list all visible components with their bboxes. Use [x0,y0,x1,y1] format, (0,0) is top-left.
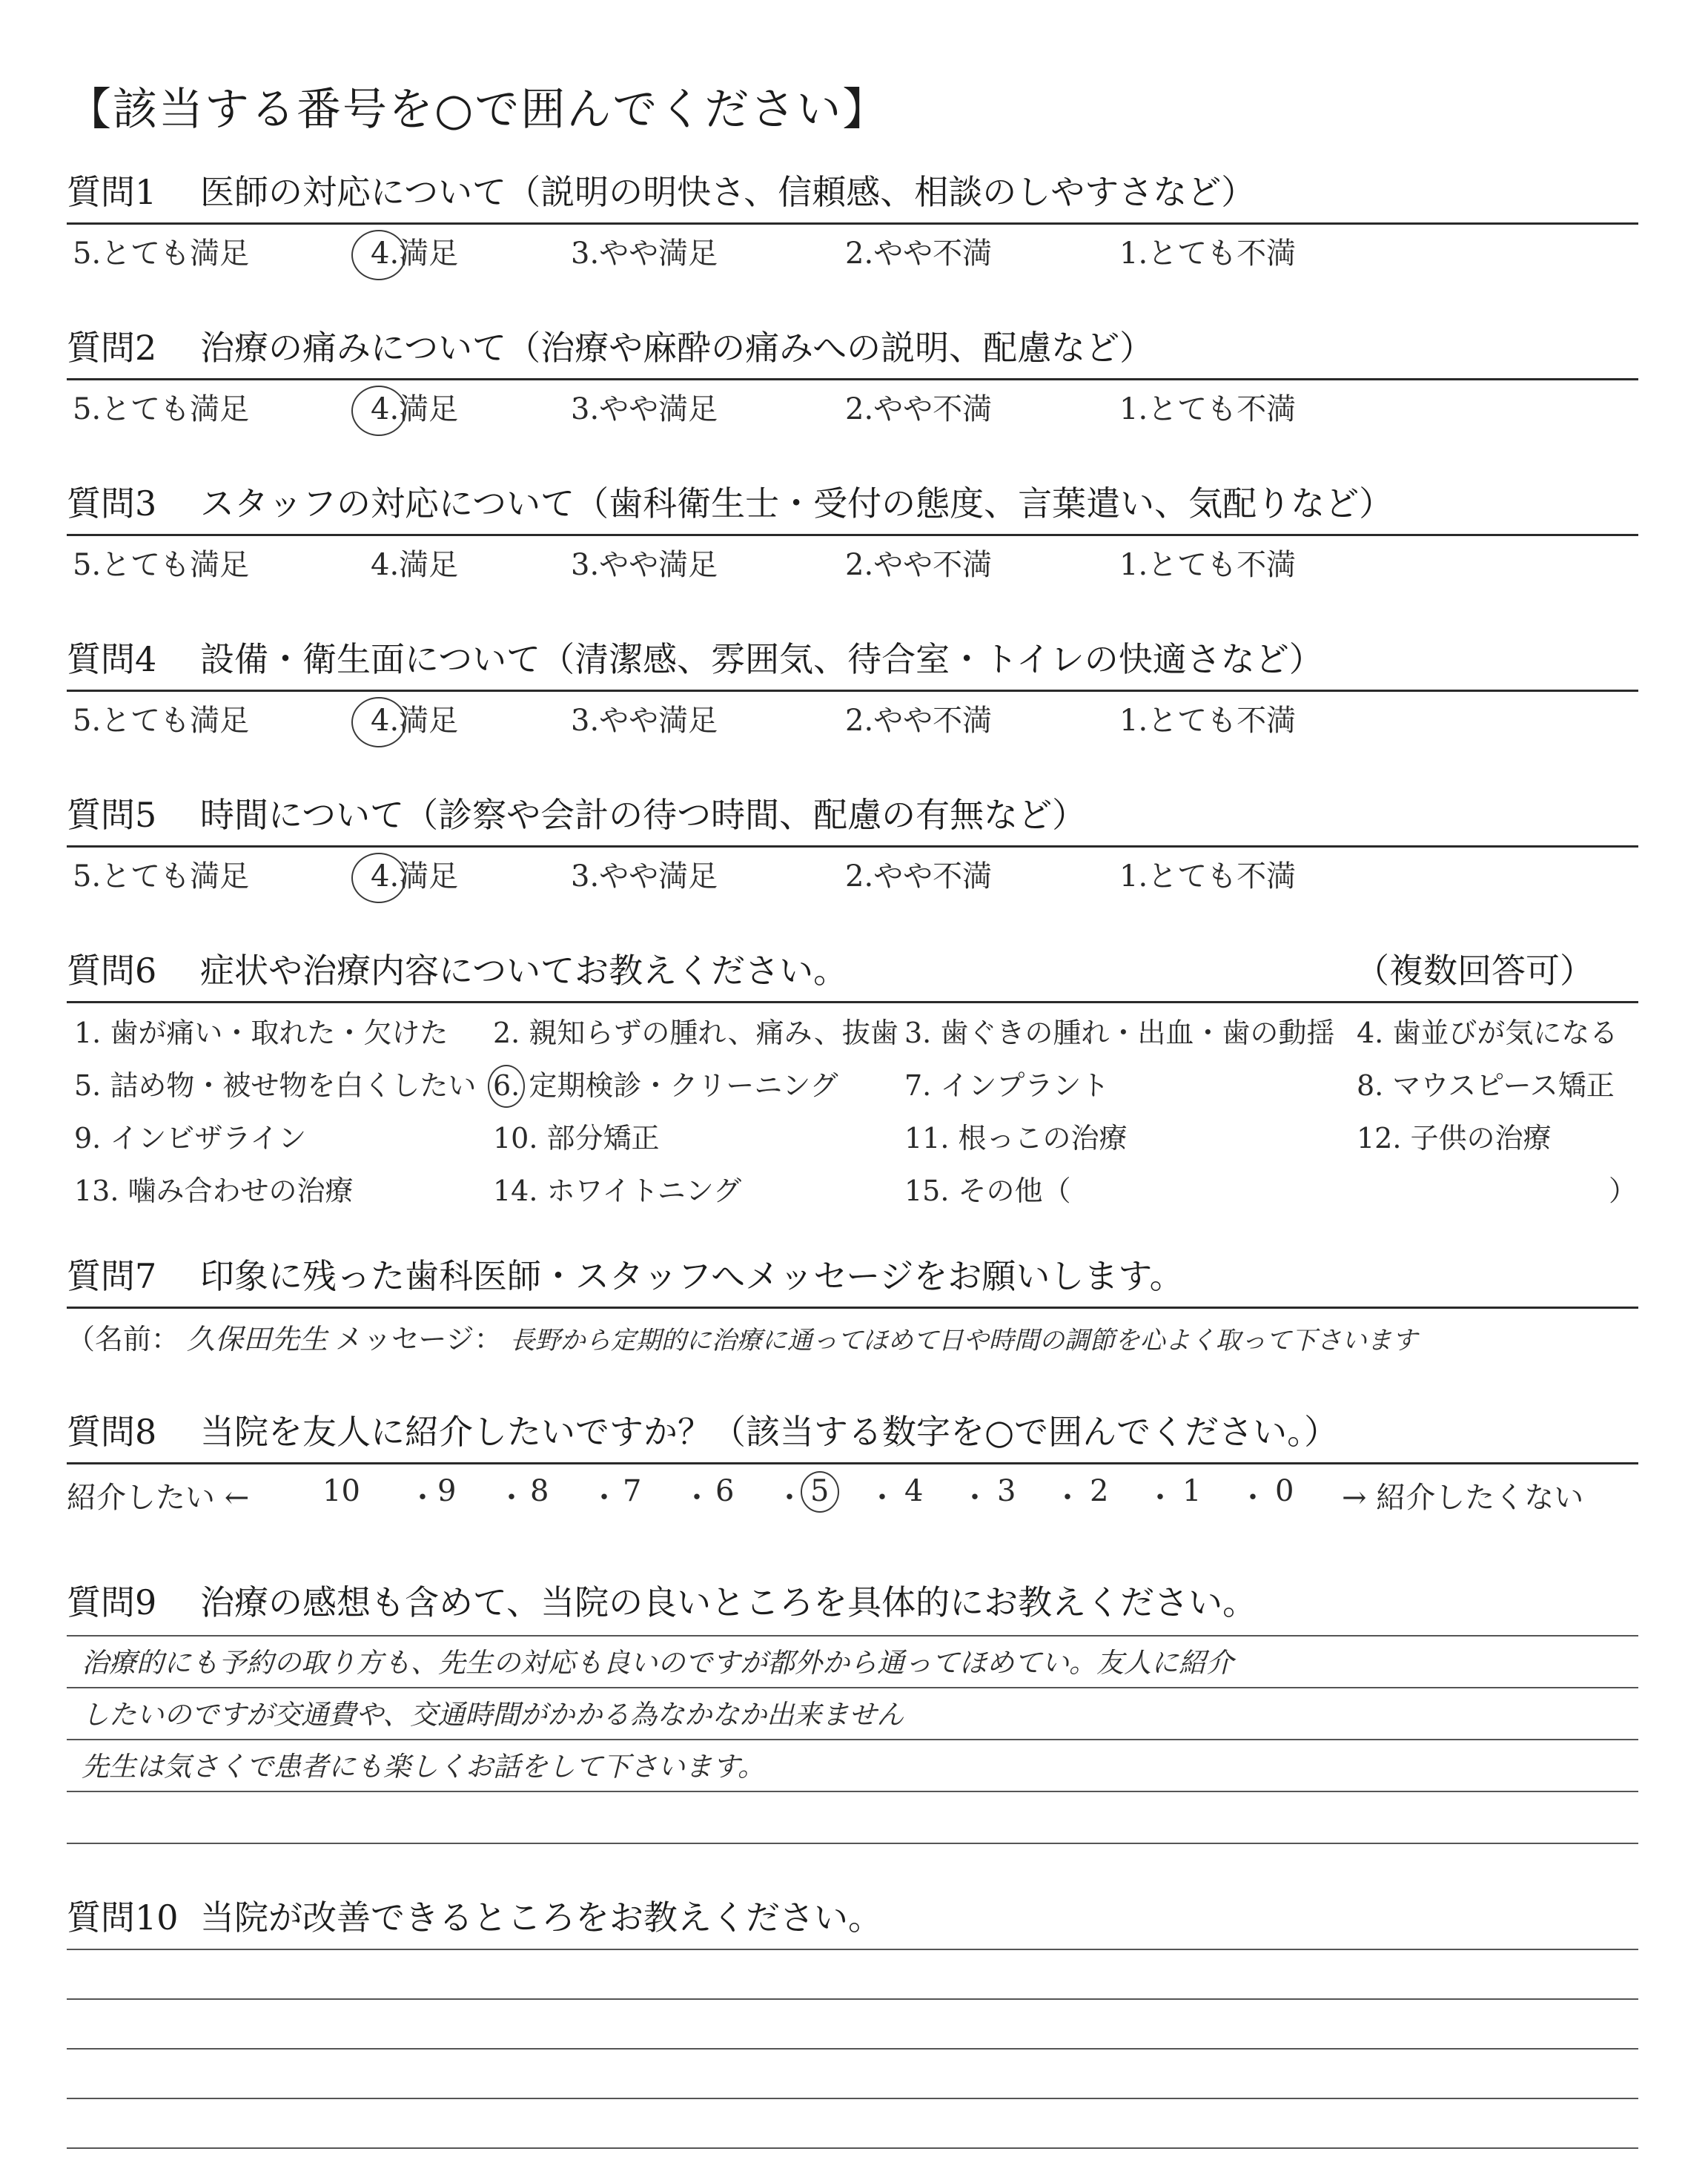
option-4[interactable]: 4.満足 [371,392,459,426]
scale-dot: ・ [867,1481,897,1515]
scale-dot: ・ [408,1481,437,1515]
option-1[interactable]: 1.とても不満 [1119,859,1297,894]
name-handwritten[interactable]: 久保田先生 [187,1323,328,1355]
option-3[interactable]: 3.やや満足 [571,392,718,426]
scale-10[interactable]: 10 [322,1474,360,1508]
answer-line [67,1791,1638,1792]
question-text: 治療の感想も含めて、当院の良いところを具体的にお教えください。 [200,1582,1257,1622]
option-3[interactable]: 3.やや満足 [571,704,718,738]
name-label: （名前： [67,1323,180,1355]
question-number: 質問10 [67,1898,179,1938]
question-text: 治療の痛みについて（治療や麻酔の痛みへの説明、配慮など） [200,328,1154,368]
question-rule [67,222,1638,225]
question-number: 質問8 [67,1412,157,1452]
scale-3[interactable]: 3 [997,1474,1016,1508]
rating-options [67,700,1638,744]
option-4[interactable]: 4.満足 [371,548,459,582]
option-3[interactable]: 3.やや満足 [571,237,718,271]
symptom-item-10[interactable]: 10. 部分矯正 [493,1122,660,1155]
question-rule [67,378,1638,380]
rating-options [67,544,1638,589]
question-number: 質問3 [67,483,157,524]
option-2[interactable]: 2.やや不満 [845,237,993,271]
selected-circle-mark [351,230,406,280]
question-rule [67,534,1638,536]
symptom-other-close: ） [1609,1175,1638,1207]
question-text: 印象に残った歯科医師・スタッフへメッセージをお願いします。 [200,1256,1184,1296]
answer-line [67,1635,1638,1636]
question-number: 質問9 [67,1582,157,1622]
option-5[interactable]: 5.とても満足 [73,704,250,738]
answer-line [67,2098,1638,2099]
symptom-item-5[interactable]: 5. 詰め物・被せ物を白くしたい [74,1069,477,1102]
question-text: 症状や治療内容についてお教えください。 [200,951,848,991]
answer-handwritten-line-1[interactable]: 治療的にも予約の取り方も、先生の対応も良いのですが都外から通ってほめてい。友人に紹介 [82,1647,1234,1679]
scale-6[interactable]: 6 [715,1474,735,1508]
question-10 [67,1895,1638,1941]
scale-dot: ・ [1238,1481,1268,1515]
option-2[interactable]: 2.やや不満 [845,704,993,738]
question-number: 質問4 [67,639,157,679]
scale-1[interactable]: 1 [1182,1474,1202,1508]
symptom-item-7[interactable]: 7. インプラント [904,1069,1110,1102]
question-rule [67,690,1638,692]
question-4 [67,636,1638,744]
scale-4[interactable]: 4 [904,1474,924,1508]
scale-9[interactable]: 9 [437,1474,457,1508]
answer-line [67,1843,1638,1844]
question-3 [67,480,1638,589]
question-text: 当院を友人に紹介したいですか？（該当する数字を○で囲んでください。） [200,1412,1339,1452]
message-row [67,1316,1417,1357]
answer-line [67,2048,1638,2050]
selected-circle-mark [488,1065,525,1108]
scale-2[interactable]: 2 [1090,1474,1109,1508]
message-handwritten[interactable]: 長野から定期的に治療に通ってほめて日や時間の調節を心よく取って下さいます [509,1326,1417,1355]
scale-dot: ・ [682,1481,712,1515]
answer-line [67,1687,1638,1688]
option-3[interactable]: 3.やや満足 [571,548,718,582]
symptom-item-3[interactable]: 3. 歯ぐきの腫れ・出血・歯の動揺 [904,1017,1335,1049]
symptom-item-2[interactable]: 2. 親知らずの腫れ、痛み、抜歯 [493,1017,898,1049]
question-text: 設備・衛生面について（清潔感、雰囲気、待合室・トイレの快適さなど） [200,639,1323,679]
scale-left-label: 紹介したい ← [67,1481,250,1515]
answer-handwritten-line-2[interactable]: したいのですが交通費や、交通時間がかかる為なかなか出来ません [82,1699,904,1731]
symptom-item-8[interactable]: 8. マウスピース矯正 [1357,1069,1615,1102]
question-2 [67,325,1638,433]
option-1[interactable]: 1.とても不満 [1119,704,1297,738]
option-3[interactable]: 3.やや満足 [571,859,718,894]
rating-options [67,233,1638,277]
symptom-item-12[interactable]: 12. 子供の治療 [1357,1122,1552,1155]
question-text: スタッフの対応について（歯科衛生士・受付の態度、言葉遣い、気配りなど） [200,483,1394,524]
question-text: 医師の対応について（説明の明快さ、信頼感、相談のしやすさなど） [200,172,1256,212]
question-5 [67,792,1638,900]
option-4[interactable]: 4.満足 [371,859,459,894]
symptom-item-11[interactable]: 11. 根っこの治療 [904,1122,1128,1155]
answer-line [67,2147,1638,2149]
question-rule [67,1307,1638,1309]
scale-5[interactable]: 5 [810,1474,830,1508]
symptom-item-4[interactable]: 4. 歯並びが気になる [1357,1017,1618,1049]
question-number: 質問6 [67,951,157,991]
question-rule [67,845,1638,848]
symptom-item-9[interactable]: 9. インビザライン [74,1122,307,1155]
scale-0[interactable]: 0 [1275,1474,1294,1508]
question-number: 質問2 [67,328,157,368]
answer-line [67,1739,1638,1740]
answer-line [67,1949,1638,1950]
scale-8[interactable]: 8 [530,1474,549,1508]
symptom-item-1[interactable]: 1. 歯が痛い・取れた・欠けた [74,1017,448,1049]
answer-line [67,1998,1638,2000]
question-number: 質問7 [67,1256,157,1296]
symptom-item-13[interactable]: 13. 噛み合わせの治療 [74,1175,354,1207]
option-1[interactable]: 1.とても不満 [1119,237,1297,271]
scale-dot: ・ [1053,1481,1082,1515]
scale-dot: ・ [775,1481,804,1515]
scale-dot: ・ [960,1481,990,1515]
option-2[interactable]: 2.やや不満 [845,392,993,426]
question-7 [67,1253,1638,1299]
option-2[interactable]: 2.やや不満 [845,859,993,894]
option-2[interactable]: 2.やや不満 [845,548,993,582]
option-4[interactable]: 4.満足 [371,237,459,271]
option-1[interactable]: 1.とても不満 [1119,392,1297,426]
option-1[interactable]: 1.とても不満 [1119,548,1297,582]
page-title: 【該当する番号を○で囲んでください】 [67,84,889,136]
question-rule [67,1001,1638,1003]
selected-circle-mark [801,1471,839,1513]
question-text: 時間について（診察や会計の待つ時間、配慮の有無など） [200,795,1087,835]
selected-circle-mark [351,697,406,747]
question-text: 当院が改善できるところをお教えください。 [200,1898,882,1938]
selected-circle-mark [351,386,406,436]
symptom-item-6[interactable]: 6. 定期検診・クリーニング [493,1069,838,1102]
option-5[interactable]: 5.とても満足 [73,392,250,426]
selected-circle-mark [351,853,406,903]
multiple-answer-note: （複数回答可） [1355,951,1594,991]
scale-7[interactable]: 7 [623,1474,642,1508]
question-6 [67,948,1638,994]
question-8 [67,1409,1638,1455]
question-number: 質問5 [67,795,157,835]
question-rule [67,1462,1638,1464]
option-5[interactable]: 5.とても満足 [73,859,250,894]
answer-handwritten-line-3[interactable]: 先生は気さくで患者にも楽しくお話をして下さいます。 [82,1751,766,1783]
rating-options [67,856,1638,900]
question-9 [67,1579,1638,1625]
question-1 [67,169,1638,277]
rating-options [67,389,1638,433]
symptom-item-15[interactable]: 15. その他（ [904,1175,1071,1207]
scale-dot: ・ [1145,1481,1175,1515]
symptom-item-14[interactable]: 14. ホワイトニング [493,1175,742,1207]
option-5[interactable]: 5.とても満足 [73,548,250,582]
message-label: メッセージ： [335,1323,503,1355]
question-number: 質問1 [67,172,157,212]
option-5[interactable]: 5.とても満足 [73,237,250,271]
scale-dot: ・ [497,1481,526,1515]
scale-right-label: → 紹介したくない [1342,1481,1584,1515]
scale-dot: ・ [589,1481,619,1515]
option-4[interactable]: 4.満足 [371,704,459,738]
